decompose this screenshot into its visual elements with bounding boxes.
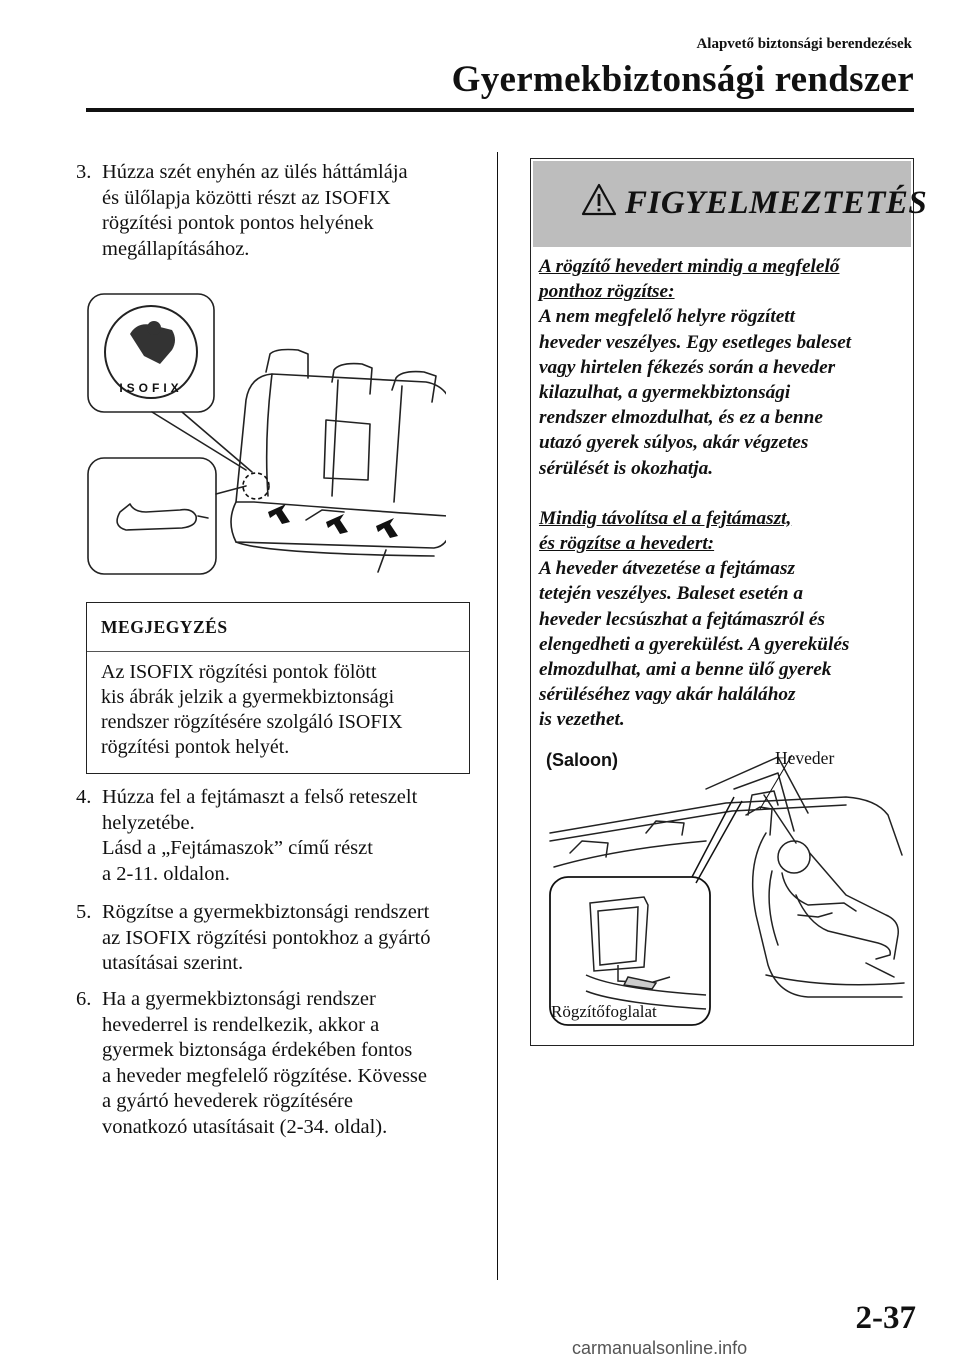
step-5 <box>76 900 476 977</box>
step-line: utasításai szerint. <box>102 952 244 974</box>
warning-title: FIGYELMEZTETÉS <box>625 185 928 221</box>
anchor-inset <box>550 797 742 1025</box>
page-title: Gyermekbiztonsági rendszer <box>451 59 914 100</box>
warning-heading-line: és rögzítse a hevedert: <box>539 533 715 555</box>
step-3 <box>76 160 476 262</box>
warning-triangle-icon <box>581 183 617 217</box>
note-line: rögzítési pontok helyét. <box>101 736 290 758</box>
warning-text-line: rendszer elmozdulhat, és ez a benne <box>539 407 823 429</box>
step-line: rögzítési pontok pontos helyének <box>102 212 374 234</box>
column-divider <box>497 152 498 1280</box>
step-line: Ha a gyermekbiztonsági rendszer <box>102 988 376 1010</box>
warning-text-line: vagy hirtelen fékezés során a heveder <box>539 356 836 378</box>
step-line: a heveder megfelelő rögzítése. Kövesse <box>102 1064 428 1087</box>
strap-label: Heveder <box>775 748 835 768</box>
warning-text-line: is vezethet. <box>539 709 625 731</box>
isofix-badge <box>105 306 197 398</box>
step-6 <box>76 987 476 1140</box>
note-line: kis ábrák jelzik a gyermekbiztonsági <box>101 686 395 708</box>
headrest-right <box>392 372 436 402</box>
step-line: helyzetébe. <box>102 811 195 834</box>
step-line: Húzza fel a fejtámaszt a felső reteszelt <box>102 786 418 808</box>
step-line: az ISOFIX rögzítési pontokhoz a gyártó <box>102 926 431 949</box>
step-line: Rögzítse a gyermekbiztonsági rendszert <box>102 901 430 923</box>
isofix-seat-illustration <box>86 290 446 582</box>
note-title: MEGJEGYZÉS <box>87 603 469 652</box>
warning-header <box>533 161 928 247</box>
page-number: 2-37 <box>855 1300 916 1336</box>
step-line: hevederrel is rendelkezik, akkor a <box>102 1013 380 1036</box>
note-box <box>86 602 470 774</box>
step-line: a 2-11. oldalon. <box>102 862 230 885</box>
header-rule <box>86 108 914 112</box>
step-line: gyermek biztonsága érdekében fontos <box>102 1039 413 1061</box>
step-line: megállapításához. <box>102 237 250 260</box>
isofix-badge-text: ISOFIX <box>119 381 183 395</box>
warning-heading-line: A rögzítő hevedert mindig a megfelelő <box>539 256 840 277</box>
warning-text-line: A heveder átvezetése a fejtámasz <box>539 558 795 580</box>
step-line: vonatkozó utasításait (2-34. oldal). <box>102 1115 388 1138</box>
isofix-arrows <box>268 504 398 538</box>
tether-strap-illustration <box>546 745 908 1030</box>
anchor-location-circle <box>243 473 269 499</box>
warning-text-line: sérülését is okozhatja. <box>539 457 714 479</box>
step-number: 6. <box>76 988 92 1010</box>
step-line: Húzza szét enyhén az ülés háttámlája <box>102 161 408 183</box>
warning-heading-line: ponthoz rögzítse: <box>539 281 675 303</box>
warning-text-line: kilazulhat, a gyermekbiztonsági <box>539 382 791 404</box>
warning-text-line: elmozdulhat, ami a benne ülő gyerek <box>539 659 832 681</box>
step-line: és ülőlapja közötti részt az ISOFIX <box>102 186 391 209</box>
step-number: 3. <box>76 161 92 183</box>
step-number: 4. <box>76 786 92 808</box>
warning-text-line: A nem megfelelő helyre rögzített <box>539 306 795 328</box>
anchor-label: Rögzítőfoglalat <box>551 1002 657 1021</box>
header-section: Alapvető biztonsági berendezések <box>696 36 912 52</box>
warning-text-line: heveder veszélyes. Egy esetleges baleset <box>539 331 852 353</box>
warning-text-line: heveder lecsúszhat a fejtámaszról és <box>539 608 825 630</box>
warning-text-line: elengedheti a gyerekülést. A gyerekülés <box>539 633 850 655</box>
warning-text-line: utazó gyerek súlyos, akár végzetes <box>539 432 809 454</box>
warning-heading-line: Mindig távolítsa el a fejtámaszt, <box>539 507 792 529</box>
step-4 <box>76 785 476 887</box>
note-line: Az ISOFIX rögzítési pontok fölött <box>101 661 377 683</box>
note-line: rendszer rögzítésére szolgáló ISOFIX <box>101 711 403 733</box>
step-line: Lásd a „Fejtámaszok” című részt <box>102 837 373 859</box>
step-line: a gyártó hevederek rögzítésére <box>102 1090 353 1112</box>
variant-label: (Saloon) <box>546 750 618 770</box>
warning-text-line: tetején veszélyes. Baleset esetén a <box>539 583 803 605</box>
watermark: carmanualsonline.info <box>572 1338 748 1358</box>
step-number: 5. <box>76 901 92 923</box>
warning-text-line: sérüléséhez vagy akár halálához <box>539 684 796 706</box>
